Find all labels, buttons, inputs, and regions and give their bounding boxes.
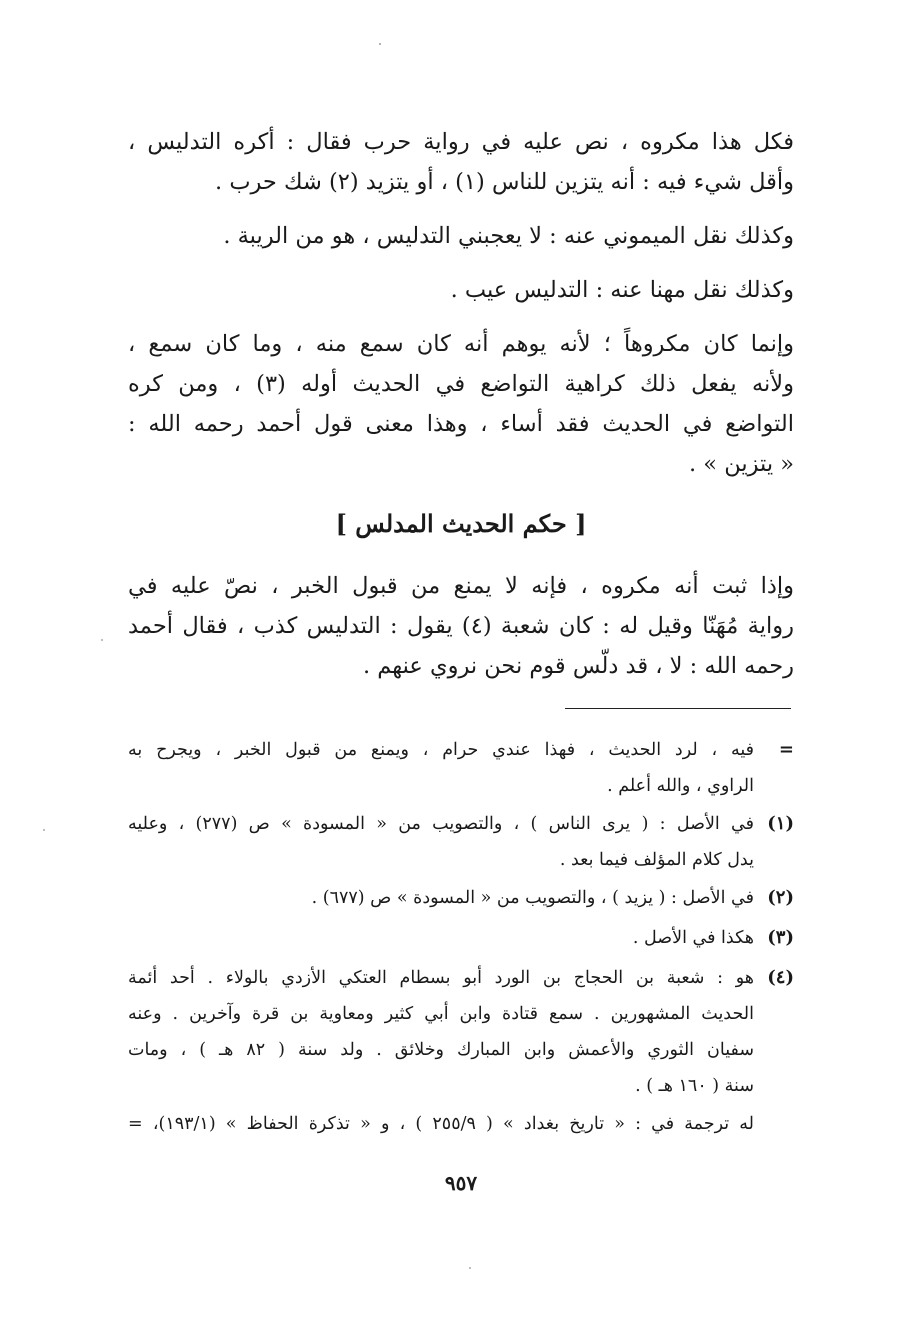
footnote-marker: (٤) — [767, 967, 794, 988]
footnote-text-line: فيه ، لرد الحديث ، فهذا عندي حرام ، ويمنع من قبول الخبر ، ويجرح به — [128, 740, 754, 760]
body-text-line: ولأنه يفعل ذلك كراهية التواضع في الحديث أوله (٣) ، ومن كره — [128, 371, 794, 397]
footnote-text-line: في الأصل : ( يزيد ) ، والتصويب من « المسودة » ص (٦٧٧) . — [311, 888, 754, 908]
body-text-line: التواضع في الحديث فقد أساء ، وهذا معنى قول أحمد رحمه الله : — [128, 411, 794, 437]
footnote-text-line: الحديث المشهورين . سمع قتادة وابن أبي كثير ومعاوية بن قرة وآخرين . وعنه — [128, 1004, 754, 1024]
section-heading: [ حكم الحديث المدلس ] — [335, 509, 587, 538]
footnote-text-line: له ترجمة في : « تاريخ بغداد » ( ٢٥٥/٩ ) ، و « تذكرة الحفاظ » (١٩٣/١)، = — [128, 1114, 754, 1134]
footnote-2 — [128, 880, 794, 916]
footnote-marker: = — [778, 739, 794, 760]
footnote-text-line: هو : شعبة بن الحجاج بن الورد أبو بسطام العتكي الأزدي بالولاء . أحد أئمة — [128, 968, 754, 988]
body-text-line: وإنما كان مكروهاً ؛ لأنه يوهم أنه كان سمع منه ، وما كان سمع ، — [128, 331, 794, 357]
body-text-line: فكل هذا مكروه ، نص عليه في رواية حرب فقال : أكره التدليس ، — [128, 129, 794, 155]
footnote-3 — [128, 920, 794, 956]
footnote-4 — [128, 960, 794, 1104]
footnote-text-line: سنة ( ١٦٠ هـ ) . — [635, 1076, 754, 1096]
footnote-1 — [128, 806, 794, 878]
footnote-text-line: في الأصل : ( يرى الناس ) ، والتصويب من « المسودة » ص (٢٧٧) ، وعليه — [128, 814, 754, 834]
body-text-line: وكذلك نقل مهنا عنه : التدليس عيب . — [450, 277, 794, 303]
body-text-line: وكذلك نقل الميموني عنه : لا يعجبني التدليس ، هو من الريبة . — [223, 223, 794, 249]
page-number: ٩٥٧ — [444, 1171, 478, 1195]
footnote-marker: (٢) — [767, 887, 794, 908]
body-text-line: « يتزين » . — [689, 451, 794, 477]
footnote-text-line: الراوي ، والله أعلم . — [607, 776, 754, 796]
footnote-separator — [565, 708, 791, 709]
footnote-text-line: هكذا في الأصل . — [632, 928, 754, 948]
footnote-text-line: يدل كلام المؤلف فيما بعد . — [559, 850, 754, 870]
body-text-line: رحمه الله : لا ، قد دلّس قوم نحن نروي عنهم . — [362, 653, 794, 679]
body-text-line: وأقل شيء فيه : أنه يتزين للناس (١) ، أو يتزيد (٢) شك حرب . — [215, 169, 794, 195]
footnote-marker: (٣) — [767, 927, 794, 948]
footnote-4-continuation — [128, 1106, 794, 1142]
body-text-line: وإذا ثبت أنه مكروه ، فإنه لا يمنع من قبول الخبر ، نصّ عليه في — [128, 573, 794, 599]
footnote-marker: (١) — [767, 813, 794, 834]
body-text-line: رواية مُهَنّا وقيل له : كان شعبة (٤) يقول : التدليس كذب ، فقال أحمد — [128, 613, 794, 639]
footnote-text-line: سفيان الثوري والأعمش وابن المبارك وخلائق . ولد سنة ( ٨٢ هـ ) ، ومات — [128, 1040, 754, 1060]
footnote-continued — [128, 732, 794, 804]
